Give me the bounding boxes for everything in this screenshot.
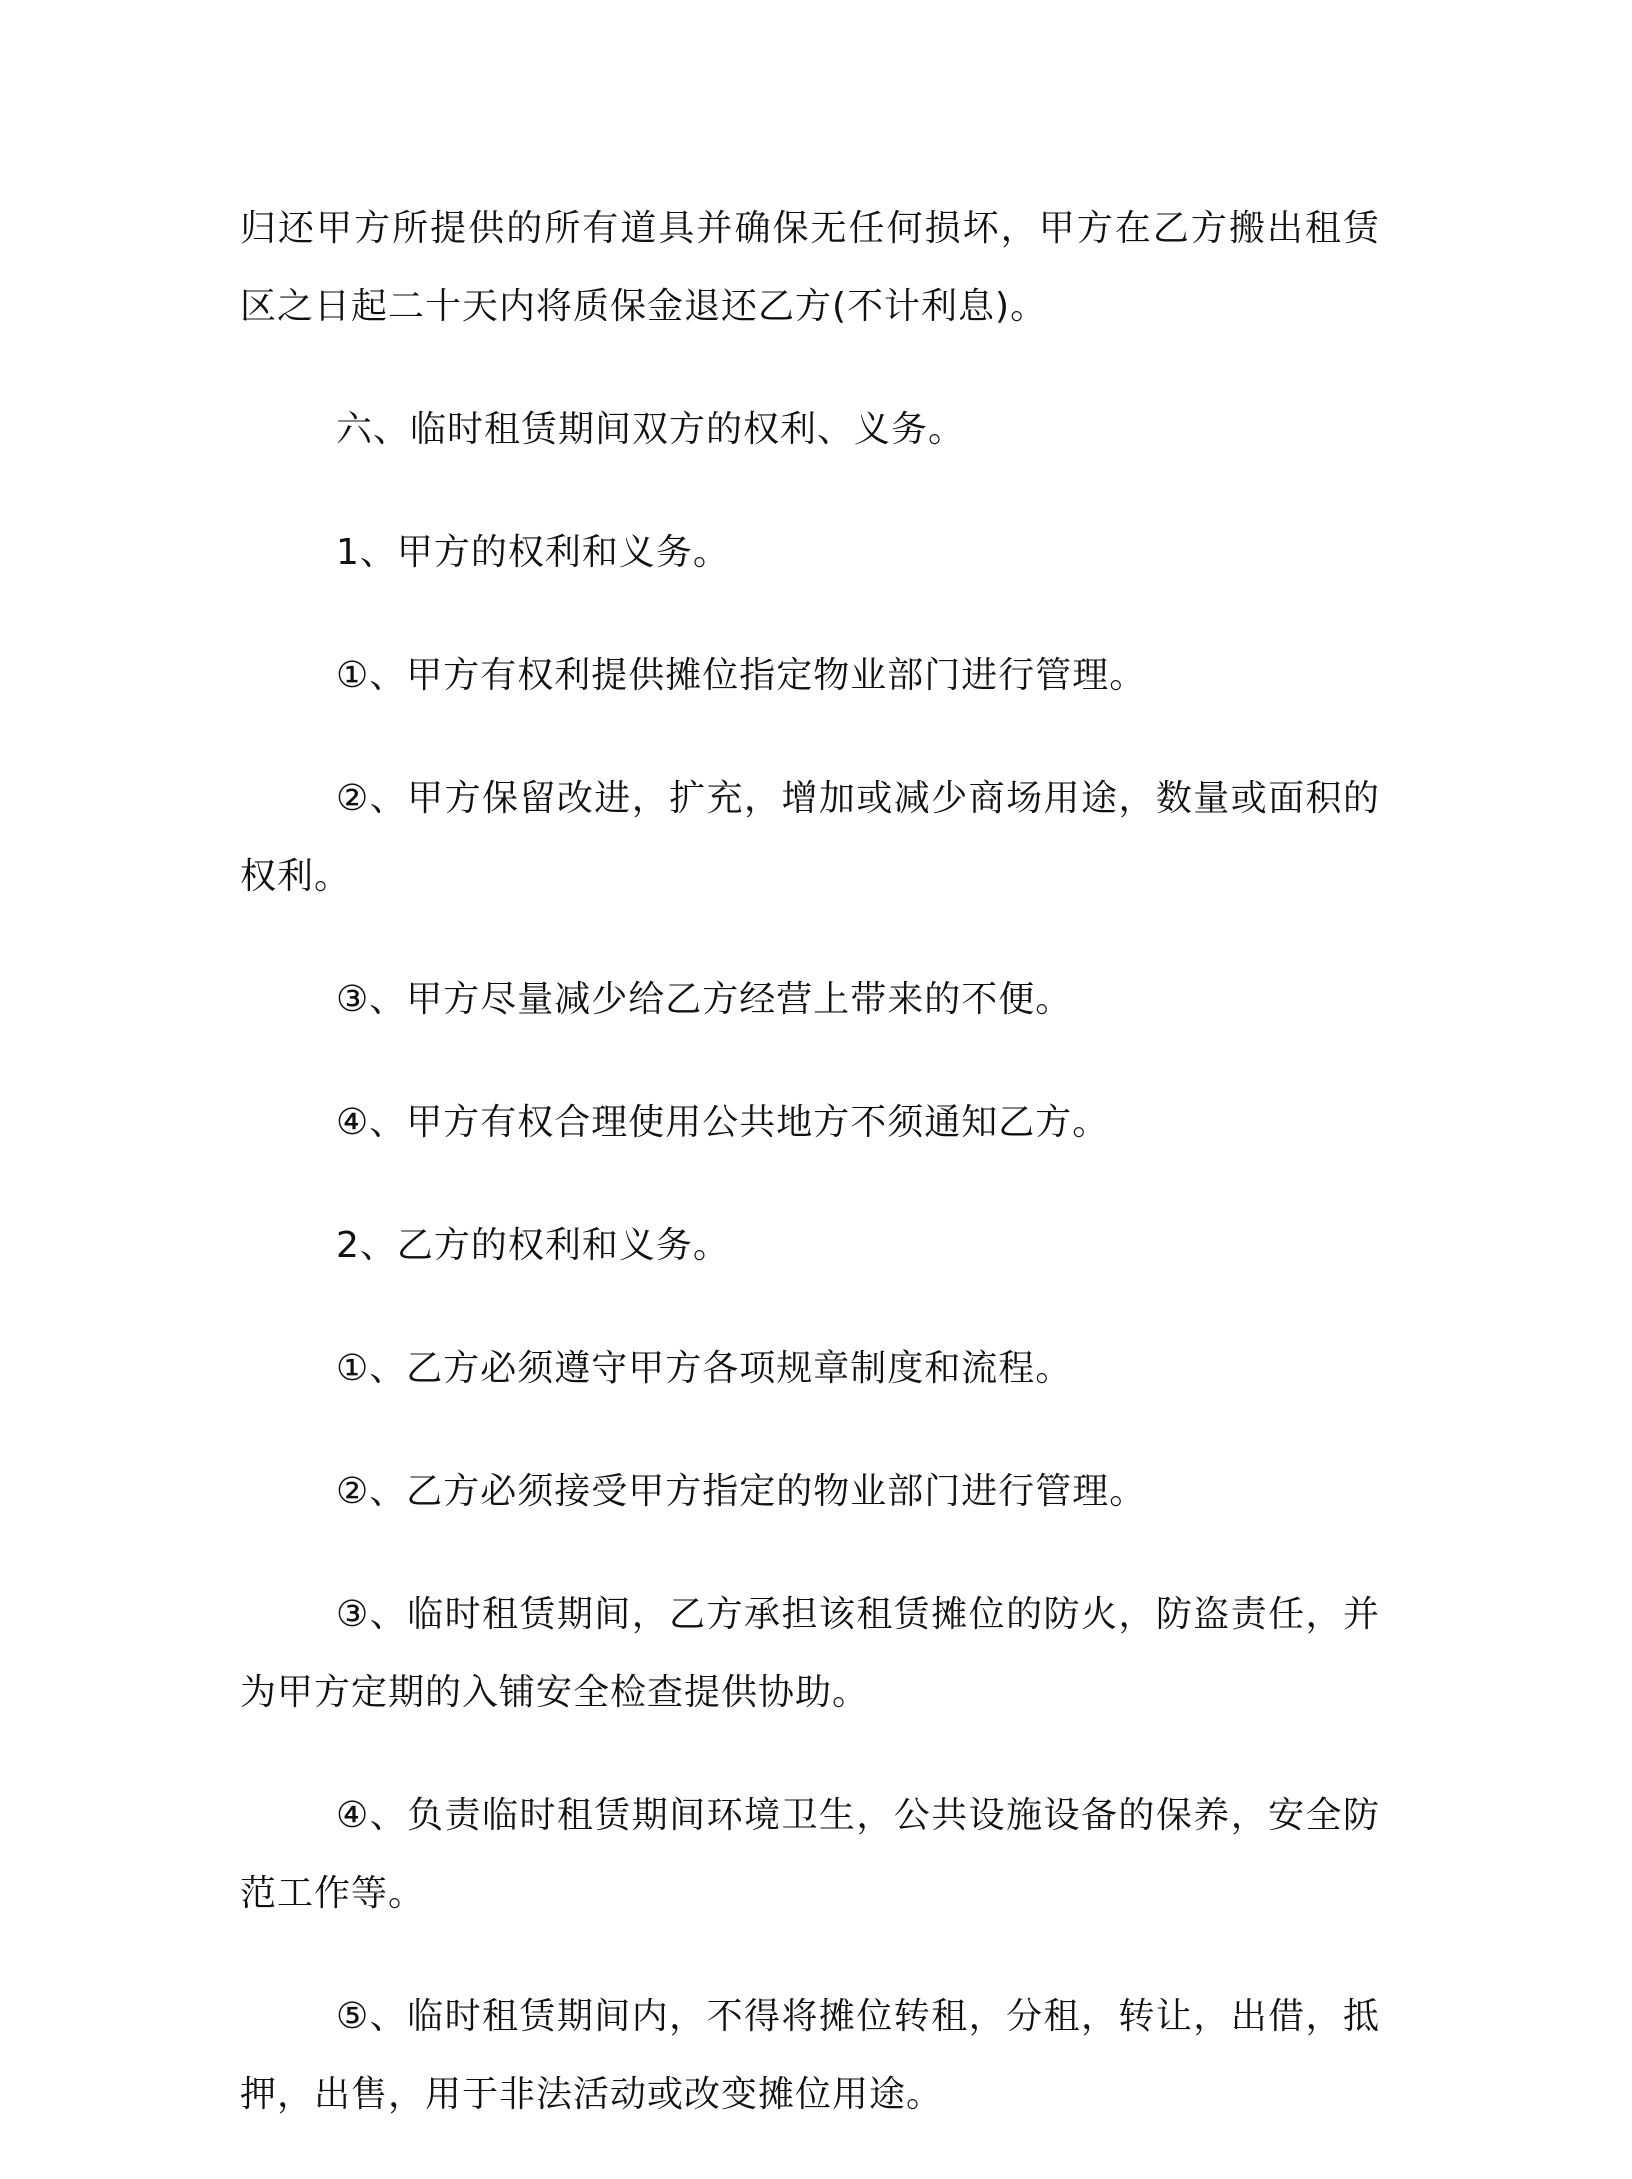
clause-b-4: ④、负责临时租赁期间环境卫生，公共设施设备的保养，安全防范工作等。	[240, 1795, 1380, 1914]
clause-a-2: ②、甲方保留改进，扩充，增加或减少商场用途，数量或面积的权利。	[240, 778, 1380, 897]
document-body	[240, 190, 1380, 2179]
clause-b-5: ⑤、临时租赁期间内，不得将摊位转租，分租，转让，出借，抵押，出售，用于非法活动或改变摊位用途。	[240, 1996, 1380, 2115]
heading-party-b-rights: 2、乙方的权利和义务。	[336, 1225, 730, 1266]
clause-a-1: ①、甲方有权利提供摊位指定物业部门进行管理。	[336, 655, 1147, 696]
heading-section-six: 六、临时租赁期间双方的权利、义务。	[336, 409, 966, 450]
paragraph-deposit-return: 归还甲方所提供的所有道具并确保无任何损坏，甲方在乙方搬出租赁区之日起二十天内将质保金退还乙方(不计利息)。	[240, 208, 1380, 327]
clause-b-3: ③、临时租赁期间，乙方承担该租赁摊位的防火，防盗责任，并为甲方定期的入铺安全检查提供协助。	[240, 1594, 1380, 1713]
clause-a-4: ④、甲方有权合理使用公共地方不须通知乙方。	[336, 1102, 1110, 1143]
clause-b-1: ①、乙方必须遵守甲方各项规章制度和流程。	[336, 1348, 1073, 1389]
clause-b-2: ②、乙方必须接受甲方指定的物业部门进行管理。	[336, 1471, 1147, 1512]
clause-a-3: ③、甲方尽量减少给乙方经营上带来的不便。	[336, 979, 1073, 1020]
heading-party-a-rights: 1、甲方的权利和义务。	[336, 532, 730, 573]
